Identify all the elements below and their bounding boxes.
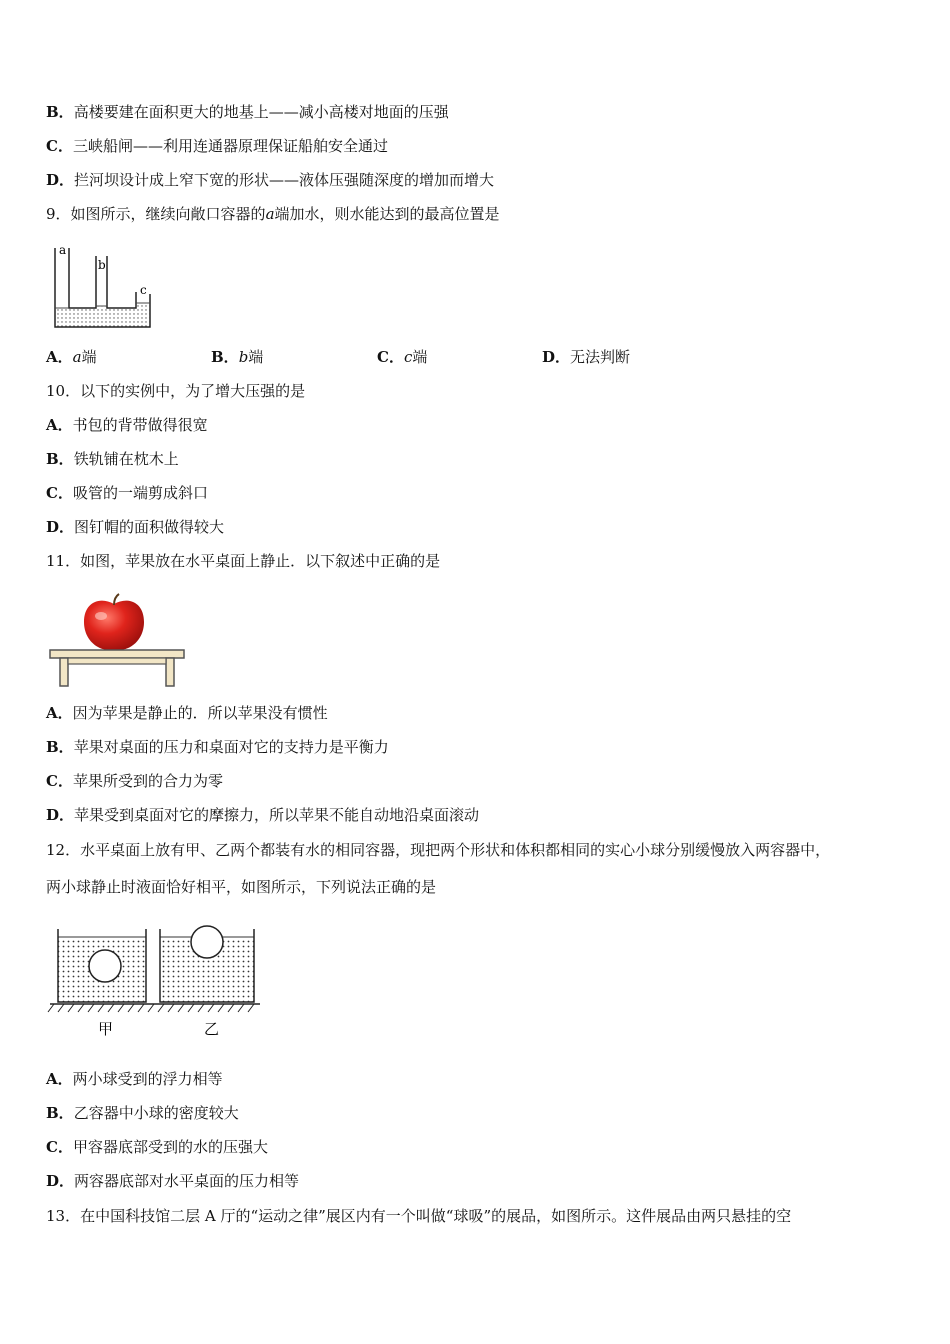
- stem-text: 如图所示，继续向敞口容器的: [70, 205, 266, 223]
- apple-on-table-figure: [46, 592, 188, 690]
- ground-hatching: [48, 1004, 254, 1012]
- q12-option-a: [46, 1069, 223, 1089]
- connected-vessels-figure: [48, 240, 156, 332]
- option-text: 端: [412, 348, 428, 366]
- water-fill: [55, 308, 150, 327]
- option-label: D．: [46, 806, 75, 824]
- option-variable: c: [403, 348, 413, 366]
- q11-option-c: [46, 771, 223, 791]
- option-text: 两小球受到的浮力相等: [72, 1070, 223, 1088]
- option-text: 端: [81, 348, 97, 366]
- q8-option-c: [46, 136, 388, 156]
- stem-text: 端加水，则水能达到的最高位置是: [274, 205, 500, 223]
- q12-option-c: [46, 1137, 268, 1157]
- option-label: C．: [46, 484, 73, 502]
- q8-option-b: [46, 102, 449, 122]
- option-text: 端: [248, 348, 264, 366]
- option-label: B．: [46, 738, 74, 756]
- q12-option-d: [46, 1171, 299, 1191]
- option-variable: a: [72, 348, 82, 366]
- option-text: 两容器底部对水平桌面的压力相等: [74, 1172, 300, 1190]
- option-text: 因为苹果是静止的．所以苹果没有惯性: [72, 704, 328, 722]
- label-b: b: [98, 258, 106, 272]
- option-text: 高楼要建在面积更大的地基上——减小高楼对地面的压强: [73, 103, 449, 121]
- q8-option-d: [46, 170, 494, 190]
- option-text: 书包的背带做得很宽: [72, 416, 208, 434]
- q9-option-d: [542, 347, 630, 367]
- q11-option-a: [46, 703, 328, 723]
- q10-option-b: [46, 449, 179, 469]
- option-text: 拦河坝设计成上窄下宽的形状——液体压强随深度的增加而增大: [74, 171, 495, 189]
- option-text: 苹果所受到的合力为零: [72, 772, 223, 790]
- q11-stem: 11．如图，苹果放在水平桌面上静止．以下叙述中正确的是: [46, 552, 441, 570]
- option-label: B．: [46, 103, 74, 121]
- option-label: A．: [46, 1070, 73, 1088]
- apple-icon: [84, 594, 144, 650]
- q12-option-b: [46, 1103, 239, 1123]
- option-text: 乙容器中小球的密度较大: [73, 1104, 239, 1122]
- q9-option-b: [211, 347, 263, 367]
- option-label: D．: [46, 518, 75, 536]
- q13-stem: 13．在中国科技馆二层 A 厅的“运动之律”展区内有一个叫做“球吸”的展品，如图所示。这件展品由两只悬挂的空: [46, 1207, 792, 1225]
- floating-balls-figure: [46, 924, 264, 1042]
- q10-option-a: [46, 415, 208, 435]
- ball-left: [89, 950, 121, 982]
- option-text: 三峡船闸——利用连通器原理保证船舶安全通过: [72, 137, 388, 155]
- q12-stem-line1: 12．水平桌面上放有甲、乙两个都装有水的相同容器，现把两个形状和体积都相同的实心小球分别缓慢放入两容器中，: [46, 841, 831, 859]
- option-label: C．: [377, 348, 404, 366]
- option-label: B．: [46, 450, 74, 468]
- option-label: A．: [46, 348, 73, 366]
- option-label: D．: [46, 171, 75, 189]
- q9-option-a: [46, 347, 97, 367]
- option-label: C．: [46, 772, 73, 790]
- q12-stem-line2: 两小球静止时液面恰好相平，如图所示，下列说法正确的是: [46, 878, 437, 896]
- label-a: a: [59, 243, 67, 257]
- ball-right: [191, 926, 223, 958]
- option-text: 甲容器底部受到的水的压强大: [72, 1138, 268, 1156]
- option-label: C．: [46, 137, 73, 155]
- option-label: D．: [46, 1172, 75, 1190]
- option-text: 铁轨铺在枕木上: [73, 450, 179, 468]
- q9-stem: [46, 204, 500, 224]
- label-c: c: [140, 283, 147, 297]
- option-text: 吸管的一端剪成斜口: [72, 484, 208, 502]
- option-text: 图钉帽的面积做得较大: [74, 518, 225, 536]
- option-label: B．: [211, 348, 239, 366]
- option-label: A．: [46, 416, 73, 434]
- option-label: C．: [46, 1138, 73, 1156]
- option-text: 苹果对桌面的压力和桌面对它的支持力是平衡力: [73, 738, 389, 756]
- label-jia: 甲: [98, 1020, 114, 1038]
- option-text: 无法判断: [570, 348, 631, 366]
- q11-option-d: [46, 805, 479, 825]
- option-label: A．: [46, 704, 73, 722]
- label-yi: 乙: [204, 1020, 220, 1038]
- option-label: B．: [46, 1104, 74, 1122]
- q10-option-c: [46, 483, 208, 503]
- option-text: 苹果受到桌面对它的摩擦力，所以苹果不能自动地沿桌面滚动: [74, 806, 480, 824]
- question-number: 9．: [46, 205, 71, 223]
- q11-option-b: [46, 737, 389, 757]
- q10-option-d: [46, 517, 224, 537]
- stem-variable: a: [265, 205, 275, 223]
- option-variable: b: [238, 348, 249, 366]
- q9-option-c: [377, 347, 427, 367]
- q10-stem: 10．以下的实例中，为了增大压强的是: [46, 382, 306, 400]
- table-icon: [50, 650, 184, 686]
- option-label: D．: [542, 348, 571, 366]
